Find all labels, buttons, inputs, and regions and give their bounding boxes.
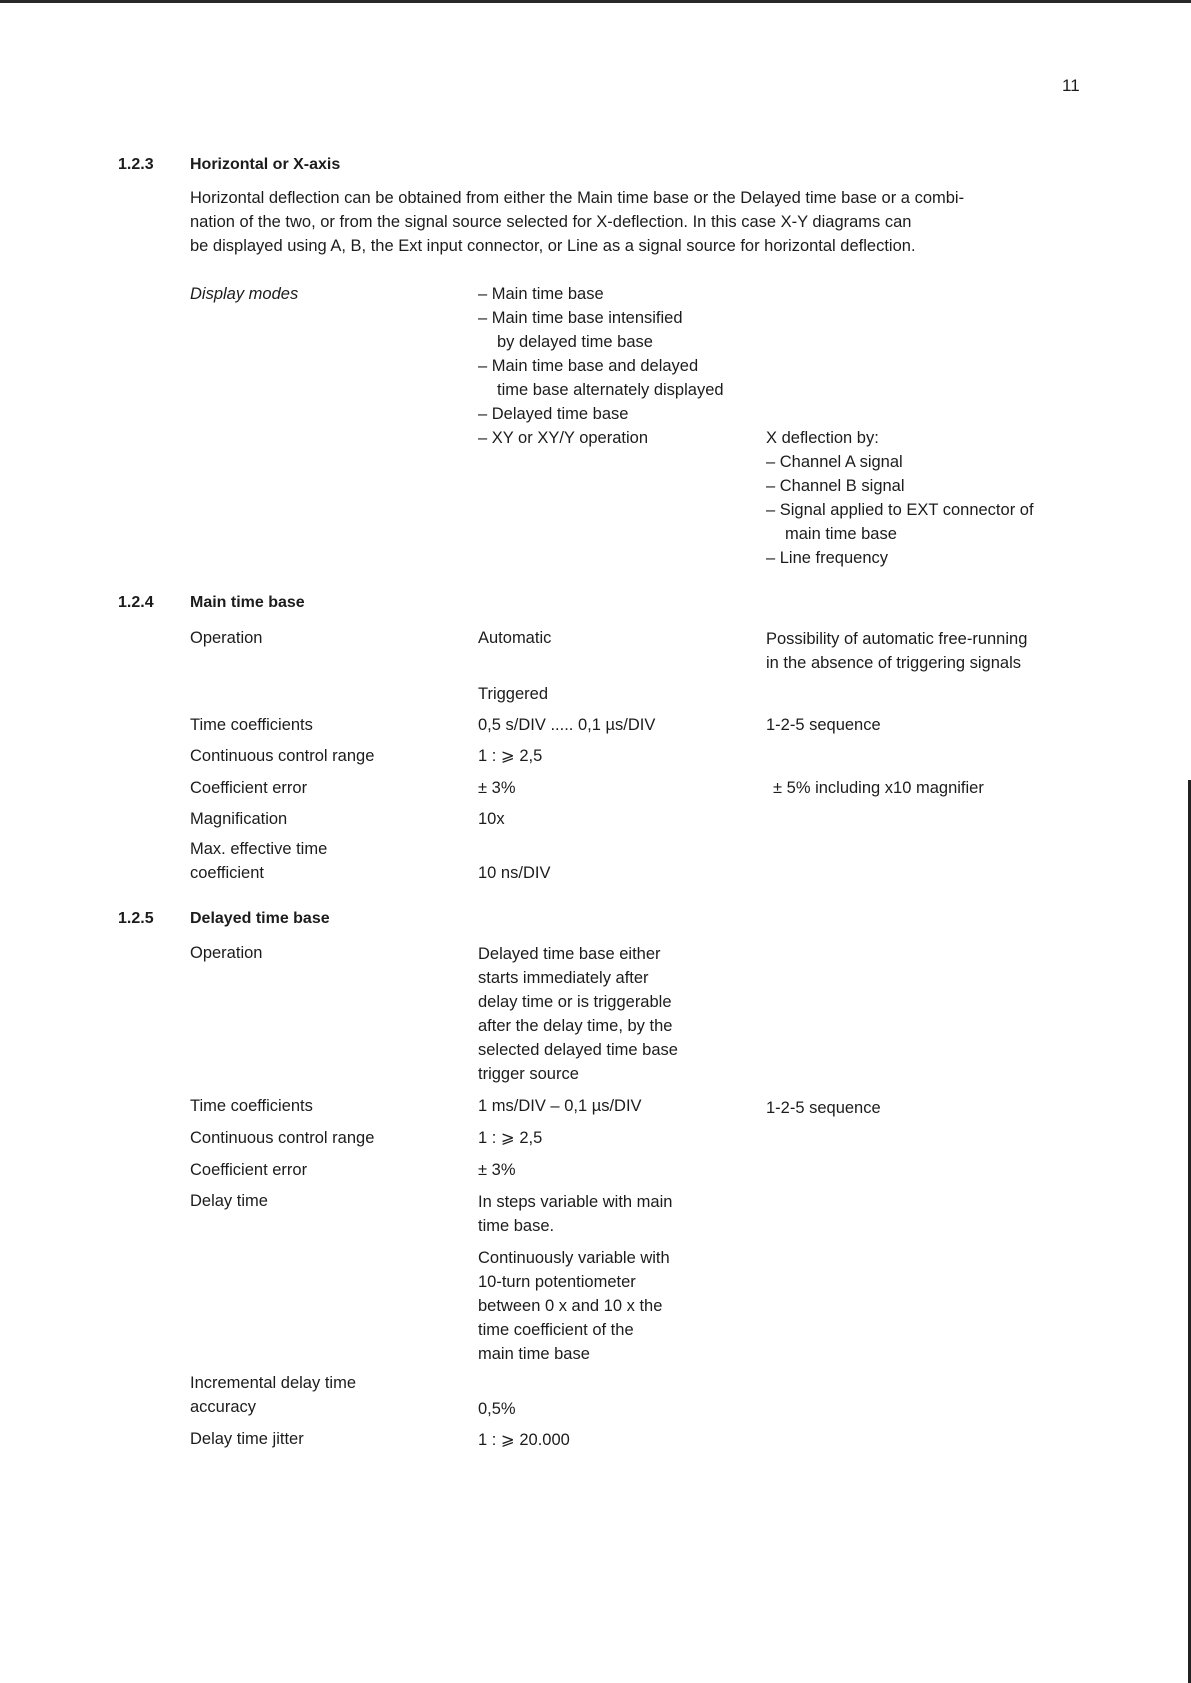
label-line: Max. effective time (190, 840, 328, 858)
remark-line: Possibility of automatic free-running (766, 630, 1028, 648)
section-number: 1.2.5 (118, 910, 154, 927)
section-number: 1.2.3 (118, 156, 154, 173)
spec-label: Coefficient error (190, 779, 308, 797)
intro-paragraph (190, 186, 1090, 258)
spec-value (478, 942, 678, 1086)
spec-label: Time coefficients (190, 716, 313, 734)
spec-label: Magnification (190, 810, 288, 828)
spec-label: Operation (190, 944, 263, 962)
spec-value: 0,5 s/DIV ..... 0,1 µs/DIV (478, 716, 656, 734)
spec-label (190, 837, 327, 885)
value-line: after the delay time, by the (478, 1017, 673, 1035)
spec-value: 1 : ⩾ 2,5 (478, 1129, 543, 1147)
section-title: Delayed time base (190, 910, 330, 927)
value-line: main time base (478, 1345, 590, 1363)
spec-value: ± 3% (478, 779, 516, 797)
label-line: Incremental delay time (190, 1374, 356, 1392)
spec-label: Delay time (190, 1192, 268, 1210)
spec-value: 10 ns/DIV (478, 864, 551, 882)
spec-value: 0,5% (478, 1400, 516, 1418)
spec-label: Continuous control range (190, 1129, 375, 1147)
remark-line: in the absence of triggering signals (766, 654, 1021, 672)
value-line: trigger source (478, 1065, 579, 1083)
display-modes-list (478, 282, 724, 450)
list-item: time base alternately displayed (497, 381, 724, 399)
spec-value: 1 : ⩾ 2,5 (478, 747, 543, 765)
spec-label (190, 1371, 356, 1419)
list-item: – Main time base and delayed (478, 357, 699, 375)
value-line: Delayed time base either (478, 945, 661, 963)
list-item: – Signal applied to EXT connector of (766, 501, 1034, 519)
spec-value: Automatic (478, 629, 552, 647)
display-modes-label: Display modes (190, 285, 299, 303)
section-number: 1.2.4 (118, 594, 154, 611)
paragraph-line: Horizontal deflection can be obtained from either the Main time base or the Delayed time base or a combi- (190, 189, 965, 207)
spec-remark: 1-2-5 sequence (766, 1099, 881, 1117)
value-line: time coefficient of the (478, 1321, 634, 1339)
list-item: – Main time base (478, 285, 604, 303)
value-line: time base. (478, 1217, 555, 1235)
spec-value (478, 1246, 670, 1366)
label-line: coefficient (190, 864, 264, 882)
spec-label: Time coefficients (190, 1097, 313, 1115)
spec-value: Triggered (478, 685, 549, 703)
paragraph-line: nation of the two, or from the signal source selected for X-deflection. In this case X-Y diagrams can (190, 213, 912, 231)
value-line: starts immediately after (478, 969, 649, 987)
list-item: – Line frequency (766, 549, 889, 567)
list-item: – Channel B signal (766, 477, 905, 495)
spec-remark: 1-2-5 sequence (766, 716, 881, 734)
spec-label: Operation (190, 629, 263, 647)
spec-remark (766, 627, 1027, 675)
spec-value: 1 : ⩾ 20.000 (478, 1431, 570, 1449)
top-border-line (0, 0, 1191, 3)
spec-label: Delay time jitter (190, 1430, 304, 1448)
x-deflection-list (766, 426, 1034, 570)
value-line: 10-turn potentiometer (478, 1273, 636, 1291)
section-title: Main time base (190, 594, 305, 611)
spec-value: ± 3% (478, 1161, 516, 1179)
list-item: by delayed time base (497, 333, 653, 351)
list-item: – Channel A signal (766, 453, 903, 471)
spec-value: 10x (478, 810, 505, 828)
spec-label: Coefficient error (190, 1161, 308, 1179)
section-title: Horizontal or X-axis (190, 156, 341, 173)
list-item: – Delayed time base (478, 405, 629, 423)
label-line: accuracy (190, 1398, 257, 1416)
value-line: In steps variable with main (478, 1193, 673, 1211)
spec-value: 1 ms/DIV – 0,1 µs/DIV (478, 1097, 642, 1115)
list-item: – Main time base intensified (478, 309, 683, 327)
list-item: X deflection by: (766, 429, 879, 447)
spec-label: Continuous control range (190, 747, 375, 765)
value-line: selected delayed time base (478, 1041, 678, 1059)
spec-value (478, 1190, 672, 1238)
list-item: – XY or XY/Y operation (478, 429, 649, 447)
value-line: between 0 x and 10 x the (478, 1297, 663, 1315)
page-number: 11 (1062, 76, 1080, 95)
value-line: delay time or is triggerable (478, 993, 672, 1011)
list-item: main time base (785, 525, 897, 543)
spec-remark: ± 5% including x10 magnifier (773, 779, 984, 797)
paragraph-line: be displayed using A, B, the Ext input connector, or Line as a signal source for horizontal deflection. (190, 237, 916, 255)
value-line: Continuously variable with (478, 1249, 670, 1267)
